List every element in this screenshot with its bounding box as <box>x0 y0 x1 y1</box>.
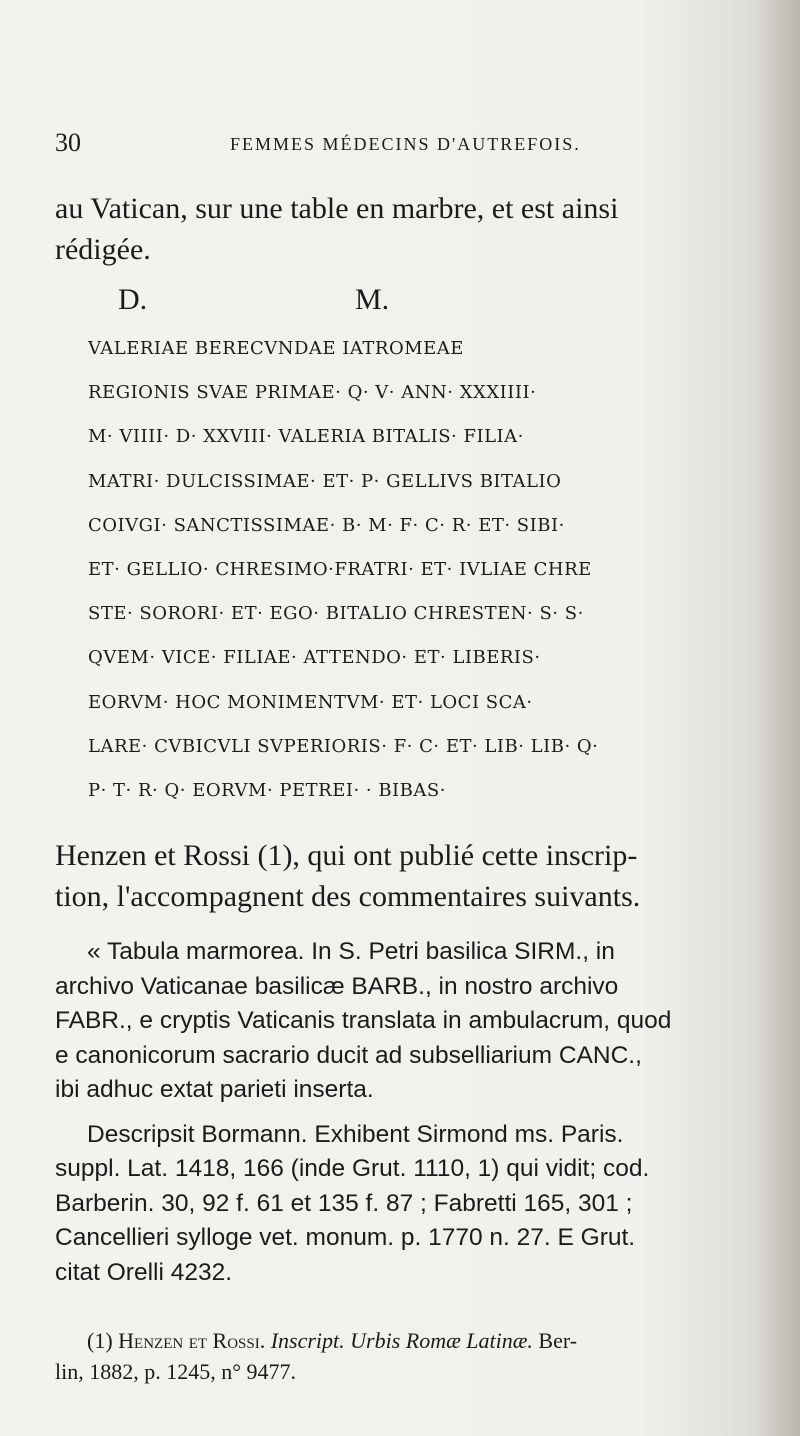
intro-line-2: rédigée. <box>55 233 151 266</box>
footnote-authors: Henzen et Rossi. <box>118 1328 266 1353</box>
inscription-line: QVEM· VICE· FILIAE· ATTENDO· ET· LIBERIS· <box>88 647 541 669</box>
page-header <box>55 128 735 168</box>
footnote-title: Inscript. Urbis Romæ Latinæ. <box>270 1328 533 1353</box>
inscription-line: MATRI· DULCISSIMAE· ET· P· GELLIVS BITALIO <box>88 470 562 492</box>
running-title: FEMMES MÉDECINS D'AUTREFOIS. <box>230 134 581 154</box>
footnote-rest: Ber- <box>538 1328 578 1353</box>
latin-paragraph-2 <box>55 1118 765 1291</box>
footnote-line-1 <box>55 1325 765 1356</box>
inscription-block <box>88 327 768 813</box>
intro-line-1: au Vatican, sur une table en marbre, et est ainsi <box>55 192 619 225</box>
inscription-line: REGIONIS SVAE PRIMAE· Q· V· ANN· XXXIIII· <box>88 382 537 404</box>
text-line: Barberin. 30, 92 f. 61 et 135 f. 87 ; Fabretti 165, 301 ; <box>55 1189 633 1217</box>
inscription-line: VALERIAE BERECVNDAE IATROMEAE <box>88 338 464 359</box>
footnote-line-2: lin, 1882, p. 1245, n° 9477. <box>55 1359 297 1384</box>
text-line: « Tabula marmorea. In S. Petri basilica SIRM., in <box>87 938 615 965</box>
inscription-line: ET· GELLIO· CHRESIMO·FRATRI· ET· IVLIAE CHRE <box>88 558 592 580</box>
text-line: FABR., e cryptis Vaticanis translata in ambulacrum, quod <box>55 1007 672 1034</box>
text-line: archivo Vaticanae basilicæ BARB., in nostro archivo <box>55 972 619 1000</box>
inscription-line: M· VIIII· D· XXVIII· VALERIA BITALIS· FILIA· <box>88 426 524 448</box>
inscription-line: COIVGI· SANCTISSIMAE· B· M· F· C· R· ET· SIBI· <box>88 514 565 536</box>
text-line: suppl. Lat. 1418, 166 (inde Grut. 1110, 1) qui vidit; cod. <box>55 1155 650 1182</box>
page-number: 30 <box>55 128 81 157</box>
dis-manibus-m: M. <box>355 283 390 316</box>
text-line: Descripsit Bormann. Exhibent Sirmond ms. Paris. <box>87 1120 624 1148</box>
inscription-line: STE· SORORI· ET· EGO· BITALIO CHRESTEN· S· S· <box>88 603 584 625</box>
henzen-line-1: Henzen et Rossi (1), qui ont publié cette inscrip- <box>55 839 638 872</box>
latin-commentary <box>55 935 765 1290</box>
text-line: e canonicorum sacrario ducit ad subselliarium CANC., <box>55 1041 642 1069</box>
inscription-line: LARE· CVBICVLI SVPERIORIS· F· C· ET· LIB· LIB· Q· <box>88 735 599 757</box>
inscription-line: EORVM· HOC MONIMENTVM· ET· LOCI SCA· <box>88 691 533 713</box>
text-line: Cancellieri sylloge vet. monum. p. 1770 n. 27. E Grut. <box>55 1224 636 1251</box>
text-line: ibi adhuc extat parieti inserta. <box>55 1076 374 1103</box>
dis-manibus-d: D. <box>118 283 148 316</box>
text-line: citat Orelli 4232. <box>55 1258 233 1286</box>
latin-paragraph-1 <box>55 935 765 1108</box>
footnote-marker: (1) <box>87 1328 113 1353</box>
henzen-line-2: tion, l'accompagnent des commentaires suivants. <box>55 880 641 913</box>
footnote <box>55 1325 765 1387</box>
inscription-line: P· T· R· Q· EORVM· PETREI· · BIBAS· <box>88 779 446 801</box>
